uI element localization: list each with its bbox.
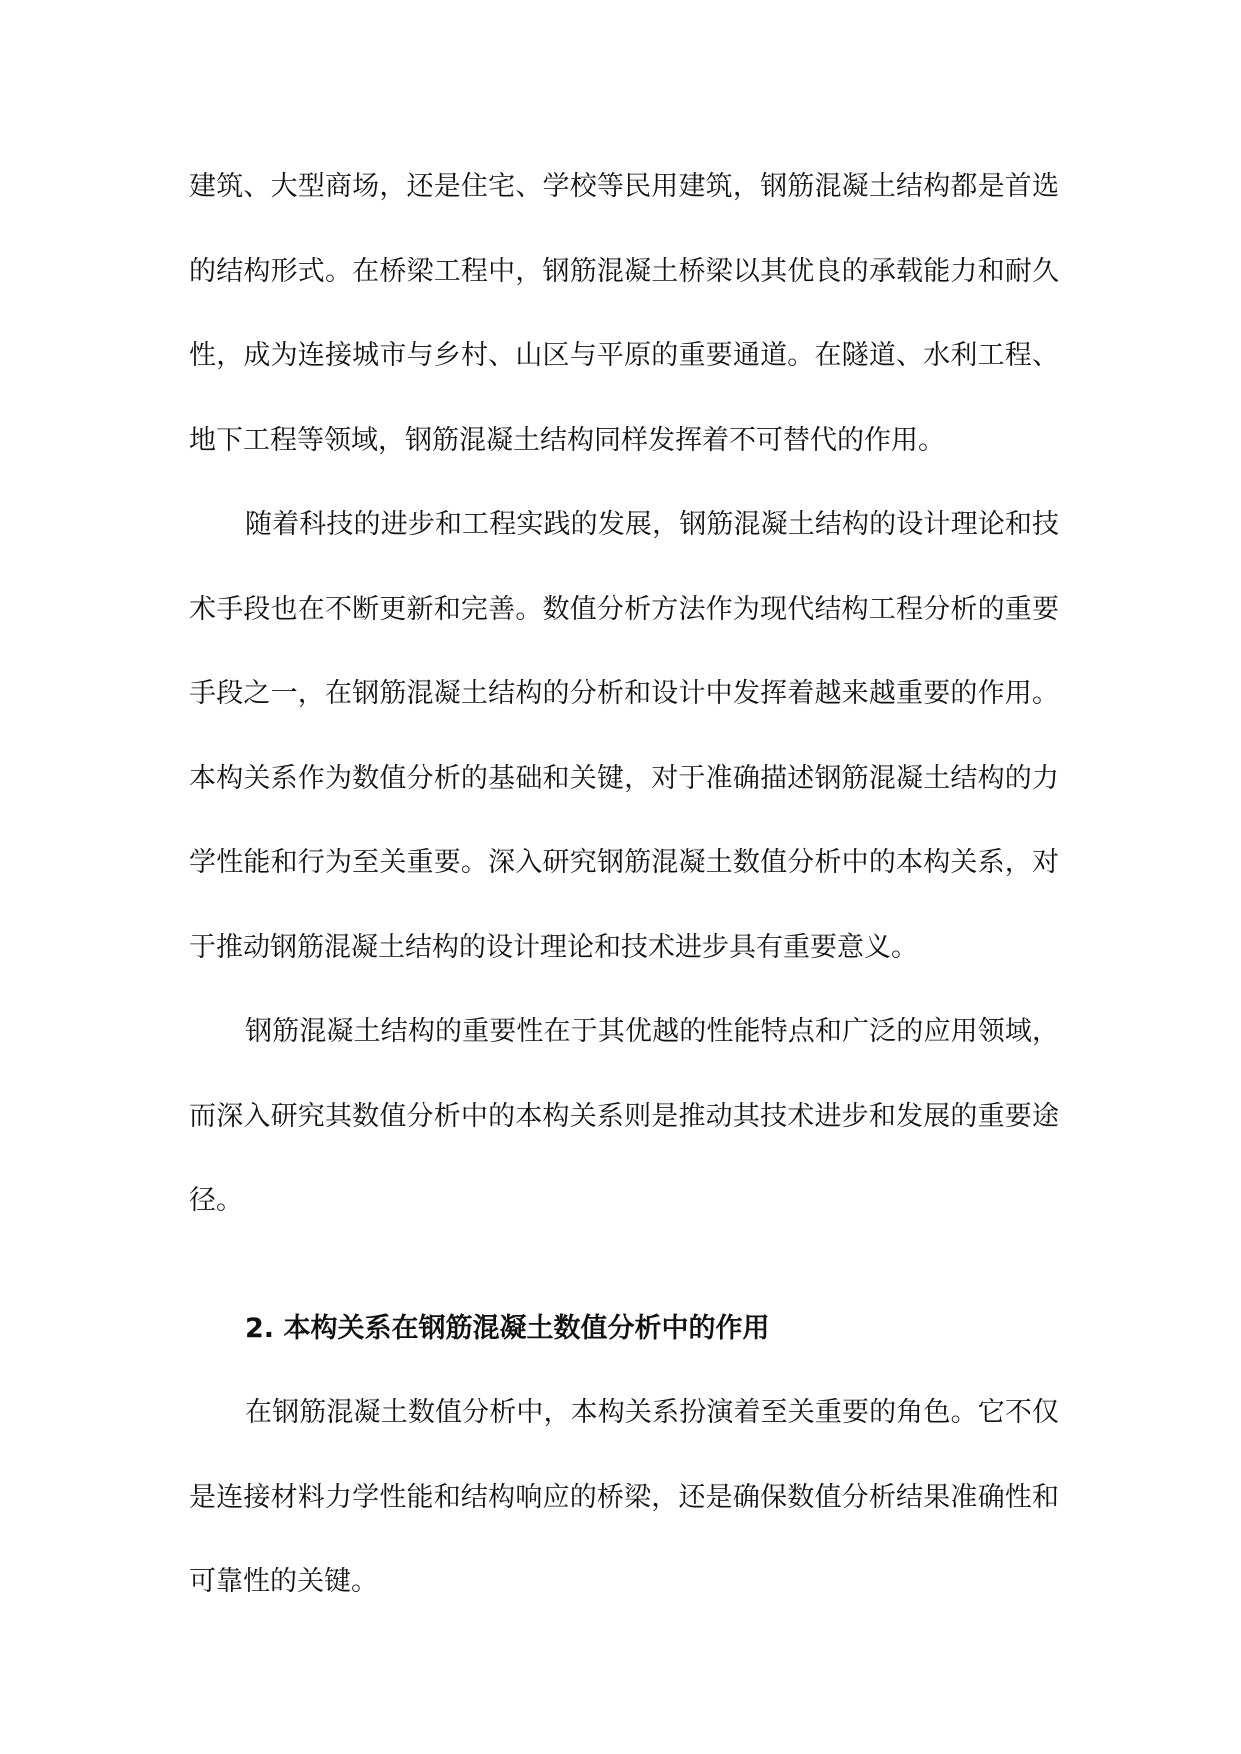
document-body — [189, 145, 1059, 1625]
paragraph-role: 在钢筋混凝土数值分析中，本构关系扮演着至关重要的角色。它不仅是连接材料力学性能和结构响应的桥梁，还是确保数值分析结果准确性和可靠性的关键。 — [189, 1397, 1059, 1597]
paragraph-importance: 钢筋混凝土结构的重要性在于其优越的性能特点和广泛的应用领域，而深入研究其数值分析中的本构关系则是推动其技术进步和发展的重要途径。 — [189, 1016, 1059, 1216]
paragraph-continuation: 建筑、大型商场，还是住宅、学校等民用建筑，钢筋混凝土结构都是首选的结构形式。在桥梁工程中，钢筋混凝土桥梁以其优良的承载能力和耐久性，成为连接城市与乡村、山区与平原的重要通道。在隧道、水利工程、地下工程等领域，钢筋混凝土结构同样发挥着不可替代的作用。 — [189, 171, 1059, 456]
section-heading: 2. 本构关系在钢筋混凝土数值分析中的作用 — [245, 1312, 770, 1344]
paragraph-development: 随着科技的进步和工程实践的发展，钢筋混凝土结构的设计理论和技术手段也在不断更新和完善。数值分析方法作为现代结构工程分析的重要手段之一，在钢筋混凝土结构的分析和设计中发挥着越来越重要的作用。本构关系作为数值分析的基础和关键，对于准确描述钢筋混凝土结构的力学性能和行为至关重要。深入研究钢筋混凝土数值分析中的本构关系，对于推动钢筋混凝土结构的设计理论和技术进步具有重要意义。 — [189, 509, 1059, 963]
